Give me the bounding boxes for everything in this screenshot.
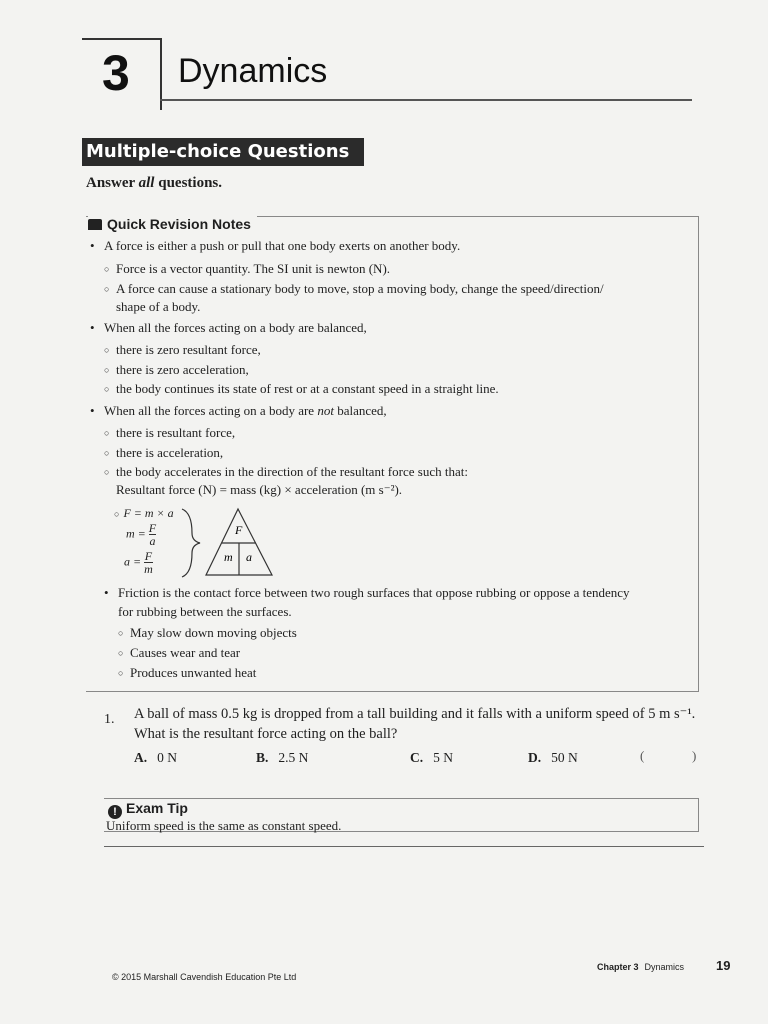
note-subitem: ○ A force can cause a stationary body to move, stop a moving body, change the speed/direction/ (104, 281, 604, 296)
note-bullet: • A force is either a push or pull that one body exerts on another body. (90, 238, 461, 253)
exam-tip-rule (104, 846, 704, 847)
note-subitem: ○ there is zero resultant force, (104, 342, 261, 357)
question-number: 1. (104, 712, 115, 727)
note-subitem: ○ there is zero acceleration, (104, 362, 249, 377)
note-subitem: ○ the body accelerates in the direction of the resultant force such that: (104, 464, 468, 479)
footer-chapter (597, 962, 684, 972)
note-subitem: ○ there is resultant force, (104, 425, 236, 440)
brace-icon (182, 509, 200, 577)
note-subitem: ○ Force is a vector quantity. The SI unit is newton (N). (104, 261, 391, 276)
note-subitem: ○ there is acceleration, (104, 445, 224, 460)
instructions-text: Answer (86, 175, 139, 191)
formula-mass: m = $\frac{F}{a}$ (126, 521, 157, 548)
chapter-number: 3 (102, 45, 130, 101)
title-rule (160, 99, 692, 101)
note-bullet-cont: for rubbing between the surfaces. (118, 604, 292, 619)
triangle-label: F (235, 523, 243, 537)
section-banner: Multiple-choice Questions (82, 138, 364, 166)
answer-bracket-close: ) (692, 748, 697, 763)
note-subitem: ○ the body continues its state of rest or at a constant speed in a straight line. (104, 381, 499, 396)
revision-heading-text: Quick Revision Notes (107, 216, 251, 232)
option-b[interactable]: B. 2.5 N (256, 750, 309, 765)
answer-bracket-open: ( (640, 748, 645, 763)
page-number: 19 (716, 958, 731, 973)
note-bullet: • Friction is the contact force between two rough surfaces that oppose rubbing or oppose a tendency (104, 585, 630, 600)
revision-notes-heading (88, 216, 257, 232)
instructions (86, 175, 222, 192)
book-icon (88, 219, 102, 230)
chapter-title: Dynamics (178, 52, 328, 90)
note-subitem: ○ May slow down moving objects (118, 625, 297, 640)
note-subitem-cont: Resultant force (N) = mass (kg) × acceleration (m s⁻²). (116, 482, 403, 497)
exam-tip-text: Uniform speed is the same as constant speed. (106, 818, 342, 833)
option-c[interactable]: C. 5 N (410, 750, 453, 765)
note-bullet: • When all the forces acting on a body are balanced, (90, 320, 367, 335)
footer-chapter-name: Dynamics (644, 962, 685, 972)
exclamation-icon: ! (108, 805, 122, 819)
formula-acceleration: a = $\frac{F}{m}$ (124, 549, 153, 576)
exam-tip-heading (108, 800, 194, 819)
exam-tip-title: Exam Tip (126, 800, 188, 816)
option-a[interactable]: A. 0 N (134, 750, 177, 765)
formula-force: ○ F = m × a (114, 506, 174, 520)
triangle-label: m (224, 550, 233, 564)
instructions-text-end: questions. (154, 175, 223, 191)
note-subitem: ○ Causes wear and tear (118, 645, 241, 660)
footer-chapter-label: Chapter 3 (597, 962, 639, 972)
force-triangle-diagram (178, 505, 278, 581)
note-bullet: • When all the forces acting on a body are not balanced, (90, 403, 387, 418)
question-text: A ball of mass 0.5 kg is dropped from a tall building and it falls with a uniform speed of 5 m s⁻¹. What is the resultant force acting on the ball? (134, 706, 696, 742)
note-subitem-cont: shape of a body. (116, 299, 201, 314)
triangle-label: a (246, 550, 252, 564)
instructions-emphasis: all (138, 175, 155, 191)
note-subitem: ○ Produces unwanted heat (118, 665, 257, 680)
copyright: © 2015 Marshall Cavendish Education Pte Ltd (112, 972, 297, 982)
option-d[interactable]: D. 50 N (528, 750, 578, 765)
